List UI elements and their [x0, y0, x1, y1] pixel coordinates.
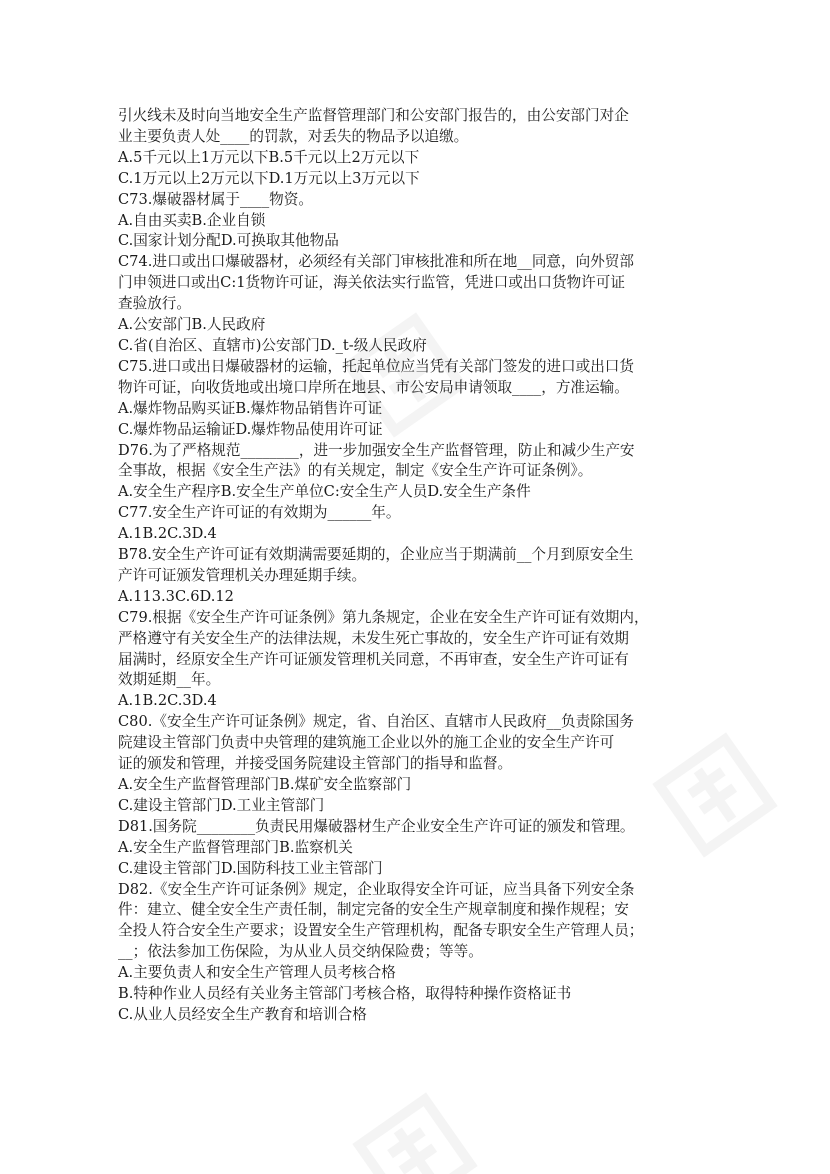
option-line: A.安全生产程序B.安全生产单位C:安全生产人员D.安全生产条件 — [118, 483, 531, 501]
question-line: D81.国务院________负责民用爆破器材生产企业安全生产许可证的颁发和管理。 — [118, 817, 635, 835]
text-line: 严格遵守有关安全生产的法律法规，未发生死亡事故的，安全生产许可证有效期 — [118, 629, 629, 647]
text-line: 届满时，经原安全生产许可证颁发管理机关同意，不再审查，安全生产许可证有 — [118, 650, 629, 668]
text-line: 业主要负责人处____的罚款，对丢失的物品予以追缴。 — [118, 127, 469, 145]
document-body — [118, 106, 718, 1026]
text-line: 效期延期__年。 — [118, 671, 221, 689]
option-line: B.特种作业人员经有关业务主管部门考核合格，取得特种操作资格证书 — [118, 985, 572, 1003]
question-line: C79.根据《安全生产许可证条例》第九条规定，企业在安全生产许可证有效期内， — [118, 608, 649, 626]
watermark-icon — [340, 1080, 490, 1174]
question-line: C77.安全生产许可证的有效期为______年。 — [118, 504, 401, 522]
option-line: A.1B.2C.3D.4 — [118, 525, 217, 543]
question-line: D82.《安全生产许可证条例》规定，企业取得安全许可证，应当具备下列安全条 — [118, 880, 635, 898]
option-line: C.省(自治区、直辖市)公安部门D._t-级人民政府 — [118, 336, 427, 354]
option-line: C.1万元以上2万元以下D.1万元以上3万元以下 — [118, 169, 420, 187]
option-line: C.从业人员经安全生产教育和培训合格 — [118, 1005, 367, 1023]
text-line: 院建设主管部门负责中央管理的建筑施工企业以外的施工企业的安全生产许可 — [118, 734, 615, 752]
text-line: __；依法参加工伤保险，为从业人员交纳保险费；等等。 — [118, 943, 483, 961]
text-line: 引火线未及时向当地安全生产监督管理部门和公安部门报告的，由公安部门对企 — [118, 107, 629, 124]
question-line: B78.安全生产许可证有效期满需要延期的，企业应当于期满前__个月到原安全生 — [118, 546, 634, 564]
option-line: A.5千元以上1万元以下B.5千元以上2万元以下 — [118, 148, 420, 166]
option-line: C.爆炸物品运输证D.爆炸物品使用许可证 — [118, 420, 383, 438]
option-line: A.主要负责人和安全生产管理人员考核合格 — [118, 964, 396, 982]
question-line: C80.《安全生产许可证条例》规定，省、自治区、直辖市人民政府__负责除国务 — [118, 713, 634, 731]
text-line: 门申领进口或出C:1货物许可证，海关依法实行监管，凭进口或出口货物许可证 — [118, 274, 625, 292]
text-line: 物许可证，向收货地或出境口岸所在地县、市公安局申请领取____，方准运输。 — [118, 378, 629, 396]
option-line: A.安全生产监督管理部门B.煤矿安全监察部门 — [118, 776, 412, 793]
option-line: A.爆炸物品购买证B.爆炸物品销售许可证 — [118, 399, 383, 417]
option-line: C.建设主管部门D.工业主管部门 — [118, 796, 325, 814]
option-line: A.1B.2C.3D.4 — [118, 692, 217, 710]
text-line: 查验放行。 — [118, 295, 191, 313]
option-line: A.自由买卖B.企业自锁 — [118, 211, 266, 229]
option-line: C.建设主管部门D.国防科技工业主管部门 — [118, 859, 383, 877]
text-line: 全投人符合安全生产要求；设置安全生产管理机构，配备专职安全生产管理人员； — [118, 922, 644, 940]
option-line: A.公安部门B.人民政府 — [118, 316, 266, 334]
question-line: C73.爆破器材属于____物资。 — [118, 190, 313, 208]
option-line: C.国家计划分配D.可换取其他物品 — [118, 232, 339, 250]
question-line: C74.进口或出口爆破器材，必须经有关部门审核批准和所在地__同意，向外贸部 — [118, 253, 634, 271]
text-line: 证的颁发和管理，并接受国务院建设主管部门的指导和监督。 — [118, 755, 513, 773]
option-line: A.113.3C.6D.12 — [118, 587, 234, 605]
question-line: C75.进口或出日爆破器材的运输，托起单位应当凭有关部门签发的进口或出口货 — [118, 357, 634, 375]
question-line: D76.为了严格规范________，进一步加强安全生产监督管理，防止和减少生产安 — [118, 441, 635, 459]
text-line: 件：建立、健全安全生产责任制，制定完备的安全生产规章制度和操作规程；安 — [118, 901, 629, 919]
text-line: 产许可证颁发管理机关办理延期手续。 — [118, 566, 367, 584]
text-line: 全事故，根据《安全生产法》的有关规定，制定《安全生产许可证条例》。 — [118, 462, 593, 480]
option-line: A.安全生产监督管理部门B.监察机关 — [118, 838, 353, 856]
